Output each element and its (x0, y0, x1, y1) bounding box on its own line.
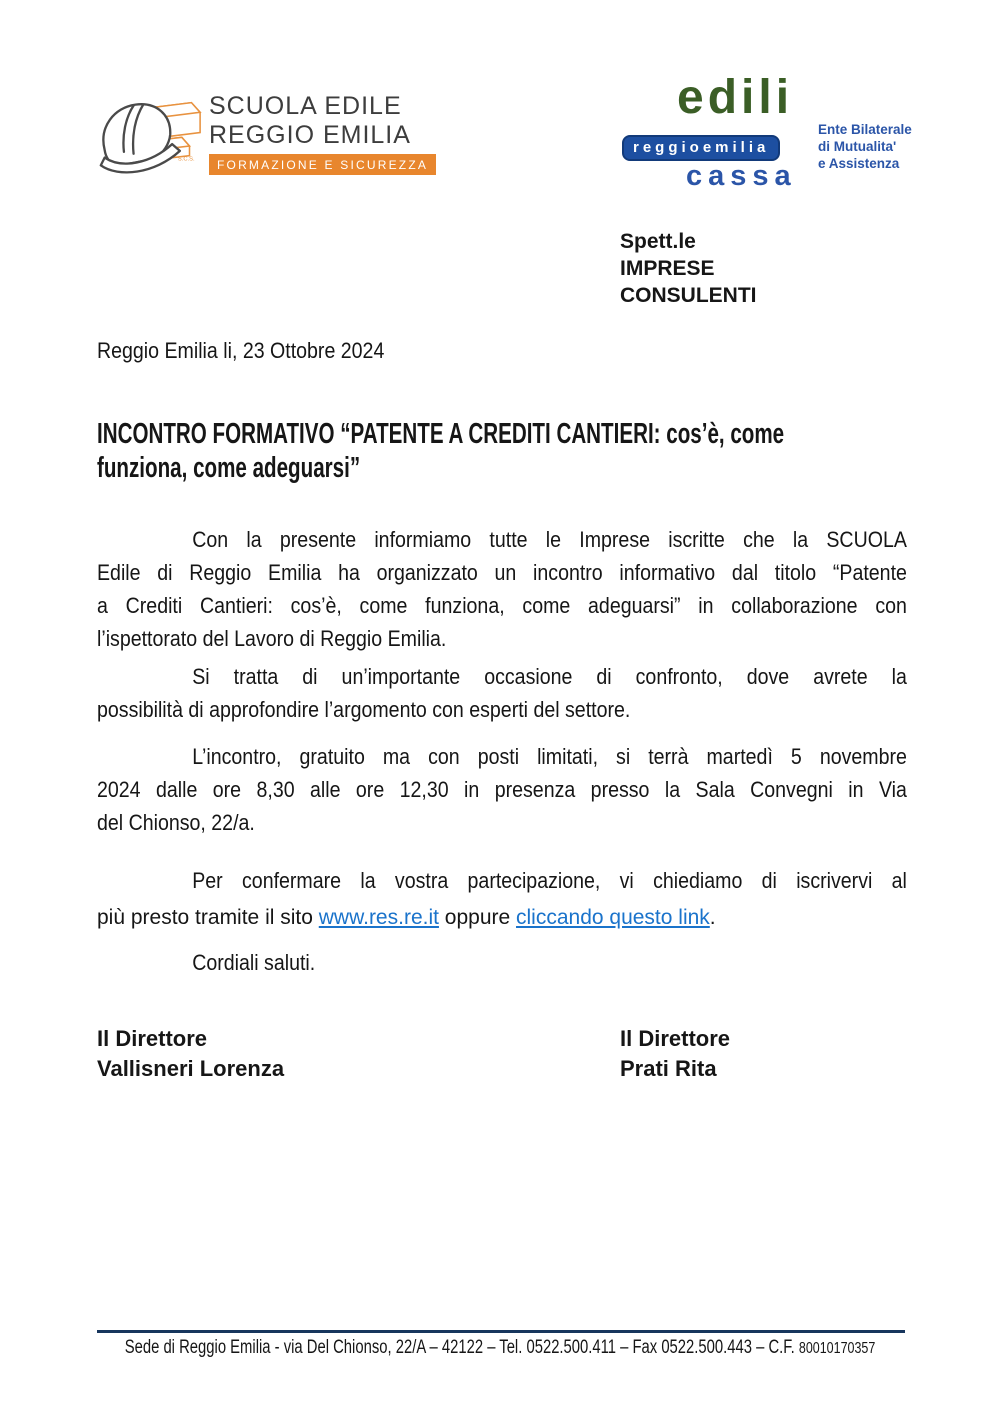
paragraph-4-line2-suffix: . (709, 906, 716, 929)
signature-right-role: Il Direttore (620, 1026, 731, 1051)
paragraph-1-line: Edile di Reggio Emilia ha organizzato un incontro informativo dal titolo “Patente (97, 560, 907, 585)
footer-cf-number: 80010170357 (798, 1340, 876, 1357)
paragraph-3 (97, 740, 907, 839)
edili-cassa-logo (620, 71, 920, 201)
recipient-block (620, 228, 757, 309)
formazione-sicurezza-badge: FORMAZIONE E SICUREZZA (209, 154, 436, 175)
recipient-salutation: Spett.le (620, 230, 696, 253)
paragraph-3-line: L’incontro, gratuito ma con posti limitati, si terrà martedì 5 novembre (192, 744, 907, 769)
footer-rule (97, 1330, 905, 1333)
footer-address: Sede di Reggio Emilia - via Del Chionso, 22/A – 42122 – Tel. 0522.500.411 – Fax 0522.500.443 – C.F. (124, 1337, 799, 1358)
signature-left-name: Vallisneri Lorenza (97, 1056, 285, 1081)
scuola-edile-logo (95, 88, 436, 180)
ente-line2: di Mutualita' (818, 139, 897, 154)
subject-title-line1: INCONTRO FORMATIVO “PATENTE A CREDITI CANTIERI: cos’è, come (97, 418, 785, 450)
subject-title (97, 417, 892, 485)
reggioemilia-badge: reggioemilia (622, 135, 780, 161)
helmet-bricks-icon (95, 88, 203, 180)
edili-wordmark: edili (677, 71, 794, 124)
ente-bilaterale-text (818, 121, 912, 172)
paragraph-2-line: Si tratta di un’importante occasione di confronto, dove avrete la (192, 664, 907, 689)
paragraph-4-line1: Per confermare la vostra partecipazione, vi chiediamo di iscrivervi al (192, 868, 907, 893)
logo-name-line1: SCUOLA EDILE (209, 92, 402, 120)
paragraph-4 (97, 864, 907, 897)
logo-name-line2: REGGIO EMILIA (209, 121, 411, 149)
link-cliccando-questo-link[interactable]: cliccando questo link (516, 906, 710, 929)
recipient-imprese: IMPRESE (620, 257, 715, 280)
signature-left (97, 1024, 284, 1084)
signature-left-role: Il Direttore (97, 1026, 208, 1051)
recipient-consulenti: CONSULENTI (620, 284, 757, 307)
closing-line (97, 946, 907, 979)
paragraph-3-line: 2024 dalle ore 8,30 alle ore 12,30 in presenza presso la Sala Convegni in Via (97, 777, 907, 802)
paragraph-2-line: possibilità di approfondire l’argomento con esperti del settore. (97, 697, 631, 722)
cassa-wordmark: cassa (686, 160, 797, 192)
brick-label: S.C.S. (177, 156, 195, 163)
paragraph-1 (97, 523, 907, 655)
paragraph-3-line: del Chionso, 22/a. (97, 810, 255, 835)
link-www-res-re-it[interactable]: www.res.re.it (318, 906, 439, 929)
paragraph-4-line2-middle: oppure (438, 906, 517, 929)
paragraph-1-line: a Crediti Cantieri: cos’è, come funziona, come adeguarsi” in collaborazione con (97, 593, 907, 618)
paragraph-1-line: l’ispettorato del Lavoro di Reggio Emilia. (97, 626, 447, 651)
ente-line3: e Assistenza (818, 156, 900, 171)
date-line: Reggio Emilia li, 23 Ottobre 2024 (97, 338, 385, 363)
signature-right (620, 1024, 730, 1084)
subject-title-line2: funziona, come adeguarsi” (97, 452, 361, 484)
paragraph-4-line2-prefix: più presto tramite il sito (97, 906, 319, 929)
signature-right-name: Prati Rita (620, 1056, 717, 1081)
ente-line1: Ente Bilaterale (818, 122, 912, 137)
footer-text (110, 1337, 890, 1359)
paragraph-2 (97, 660, 907, 726)
paragraph-4-line2 (97, 901, 907, 934)
paragraph-1-line: Con la presente informiamo tutte le Imprese iscritte che la SCUOLA (192, 527, 907, 552)
closing-text: Cordiali saluti. (192, 950, 316, 975)
